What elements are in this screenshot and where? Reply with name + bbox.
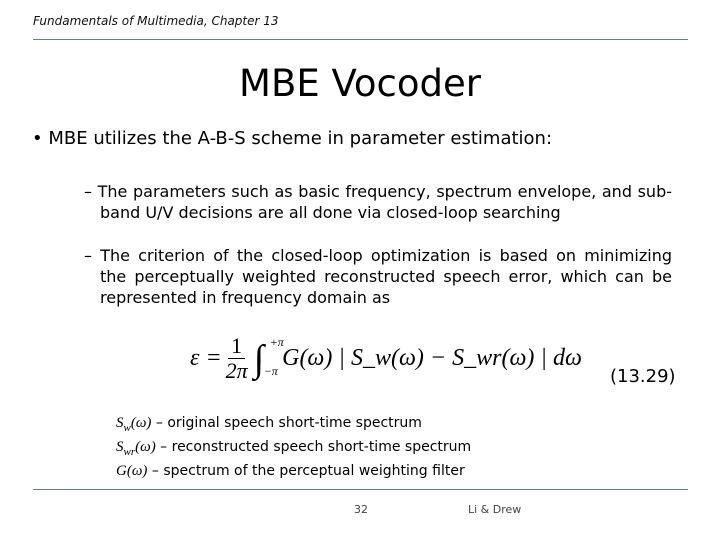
eq-upper-limit: +π [269, 334, 284, 349]
eq-body: G(ω) | S_w(ω) − S_wr(ω) | dω [282, 345, 582, 371]
definition-item: $S_w(\omega)$ – original speech short-time spectrum [116, 415, 422, 434]
footer-authors: Li & Drew [468, 503, 522, 516]
page-number: 32 [354, 503, 368, 516]
main-bullet: • MBE utilizes the A-B-S scheme in parameter estimation: [32, 128, 553, 149]
header-divider [33, 39, 688, 40]
eq-denominator: 2π [225, 358, 248, 383]
definitions [116, 414, 471, 486]
footer-divider [33, 489, 688, 490]
sub-bullet-1: – The parameters such as basic frequency, spectrum envelope, and sub-band U/V decisions are all done via closed-loop searching [84, 182, 672, 222]
eq-lower-limit: −π [263, 363, 278, 378]
slide-header: Fundamentals of Multimedia, Chapter 13 [33, 14, 279, 28]
eq-numerator: 1 [228, 334, 245, 359]
eq-fraction [226, 334, 248, 383]
equation-number: (13.29) [610, 366, 676, 387]
definition-item: G(ω) – spectrum of the perceptual weighting filter [116, 463, 465, 479]
sub-bullet-2: – The criterion of the closed-loop optimization is based on minimizing the perceptually weighted reconstructed speech error, which can be represented in frequency domain as [84, 246, 672, 307]
integral-sign: ∫ +π −π [253, 334, 284, 380]
eq-lhs: ε = [190, 345, 222, 371]
slide-title: MBE Vocoder [239, 62, 481, 105]
error-equation [190, 334, 582, 383]
definition-item: $S_{wr}(\omega)$ – reconstructed speech short-time spectrum [116, 439, 472, 458]
